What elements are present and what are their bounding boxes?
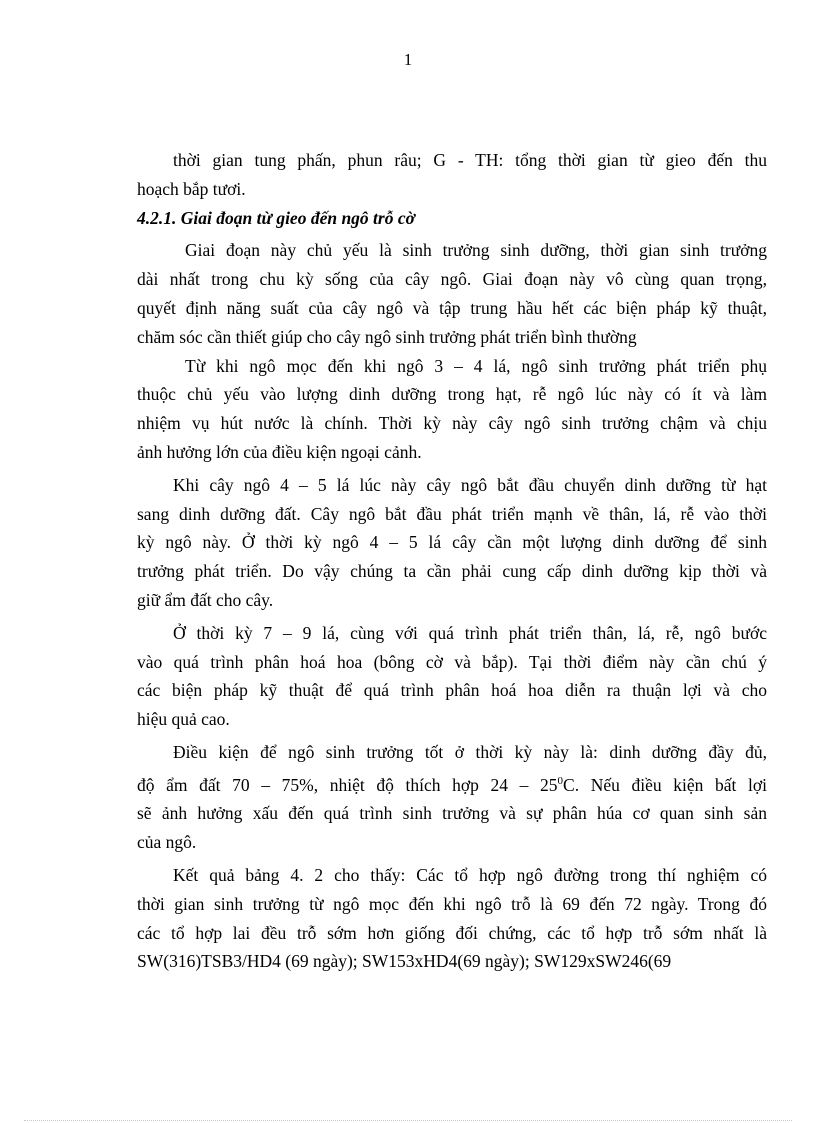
text-line: chăm sóc cần thiết giúp cho cây ngô sinh trưởng phát triển bình thường xyxy=(137,326,637,347)
text-segment: độ ẩm đất 70 – 75%, nhiệt độ thích hợp 24 – 25 xyxy=(137,774,558,795)
document-body xyxy=(137,146,767,976)
text-line: quyết định năng suất của cây ngô và tập trung hầu hết các biện pháp kỹ thuật, xyxy=(137,297,767,318)
text-line: nhiệm vụ hút nước là chính. Thời kỳ này cây ngô sinh trưởng chậm và chịu xyxy=(137,413,767,434)
text-line: giữ ẩm đất cho cây. xyxy=(137,589,274,610)
text-line: Giai đoạn này chủ yếu là sinh trưởng sinh dưỡng, thời gian sinh trưởng xyxy=(185,240,767,261)
text-line: Khi cây ngô 4 – 5 lá lúc này cây ngô bắt đầu chuyển dinh dưỡng từ hạt xyxy=(173,474,767,495)
text-line: vào quá trình phân hoá hoa (bông cờ và bắp). Tại thời điểm này cần chú ý xyxy=(137,651,767,672)
page-number: 1 xyxy=(403,50,413,69)
text-line: thuộc chủ yếu vào lượng dinh dưỡng trong hạt, rễ ngô lúc này có ít và làm xyxy=(137,384,767,405)
text-line: sẽ ảnh hưởng xấu đến quá trình sinh trưởng và sự phân húa cơ quan sinh sản xyxy=(137,803,767,824)
text-line: thời gian sinh trưởng từ ngô mọc đến khi ngô trỗ là 69 đến 72 ngày. Trong đó xyxy=(137,893,767,914)
text-line: hiệu quả cao. xyxy=(137,709,230,730)
superscript-degree: 0 xyxy=(557,774,564,787)
text-line xyxy=(137,767,767,800)
text-line: kỳ ngô này. Ở thời kỳ ngô 4 – 5 lá cây cần một lượng dinh dưỡng để sinh xyxy=(137,532,767,553)
text-line: Điều kiện để ngô sinh trưởng tốt ở thời kỳ này là: dinh dưỡng đầy đủ, xyxy=(173,741,767,762)
text-line: trưởng phát triển. Do vậy chúng ta cần phải cung cấp dinh dưỡng kịp thời và xyxy=(137,561,767,582)
text-line: các tổ hợp lai đều trỗ sớm hơn giống đối chứng, các tổ hợp trỗ sớm nhất là xyxy=(137,922,767,943)
text-line: dài nhất trong chu kỳ sống của cây ngô. Giai đoạn này vô cùng quan trọng, xyxy=(137,269,767,290)
text-line: sang dinh dưỡng đất. Cây ngô bắt đầu phát triển mạnh về thân, lá, rễ vào thời xyxy=(137,503,767,524)
text-line: ảnh hưởng lớn của điều kiện ngoại cảnh. xyxy=(137,441,422,462)
text-line: Từ khi ngô mọc đến khi ngô 3 – 4 lá, ngô sinh trưởng phát triển phụ xyxy=(185,355,767,376)
section-heading: 4.2.1. Giai đoạn từ gieo đến ngô trỗ cờ xyxy=(137,207,416,228)
text-segment: C. Nếu điều kiện bất lợi xyxy=(563,774,767,795)
page-bottom-border xyxy=(24,1120,792,1121)
text-line: Kết quả bảng 4. 2 cho thấy: Các tổ hợp ngô đường trong thí nghiệm có xyxy=(173,864,767,885)
text-line: hoạch bắp tươi. xyxy=(137,178,246,199)
text-line: các biện pháp kỹ thuật để quá trình phân hoá hoa diễn ra thuận lợi và cho xyxy=(137,680,767,701)
text-line: thời gian tung phấn, phun râu; G - TH: tổng thời gian từ gieo đến thu xyxy=(173,150,767,170)
text-line: của ngô. xyxy=(137,832,197,853)
text-line: SW(316)TSB3/HD4 (69 ngày); SW153xHD4(69 ngày); SW129xSW246(69 xyxy=(137,951,672,972)
text-line: Ở thời kỳ 7 – 9 lá, cùng với quá trình phát triển thân, lá, rễ, ngô bước xyxy=(173,622,767,643)
